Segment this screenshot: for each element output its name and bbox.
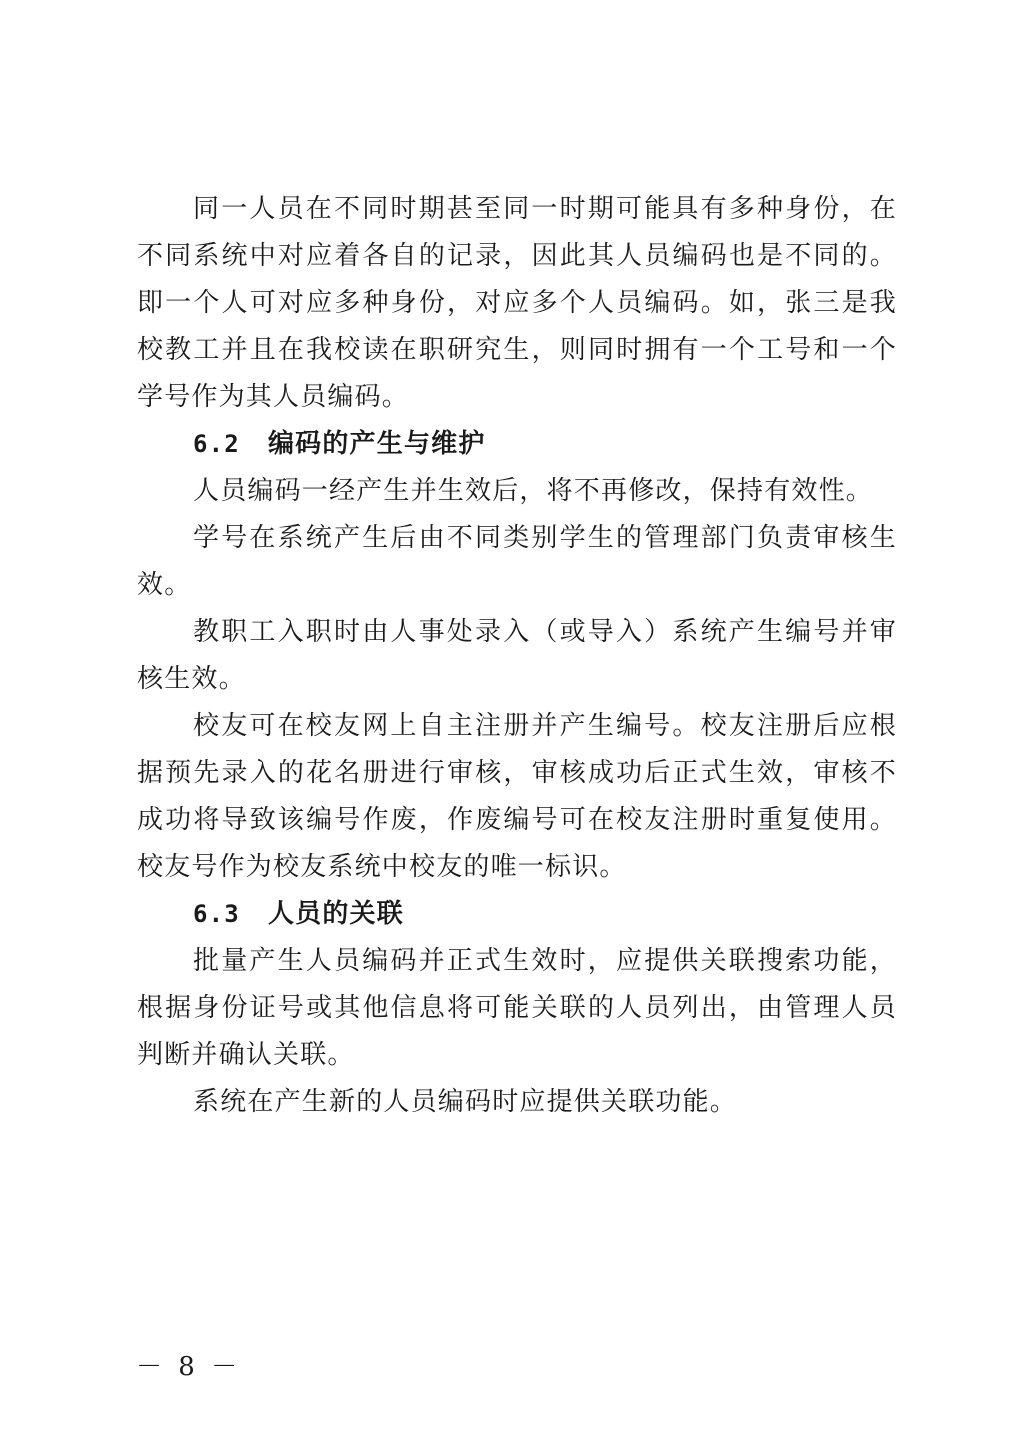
paragraph-new-code-association: 系统在产生新的人员编码时应提供关联功能。 [193,1087,738,1117]
paragraph-batch-association: 批量产生人员编码并正式生效时，应提供关联搜索功能，根据身份证号或其他信息将可能关联的人员列出，由管理人员判断并确认关联。 [137,946,897,1070]
section-title: 编码的产生与维护 [267,429,486,459]
page-number: － 8 － [136,1352,242,1382]
document-body [137,186,897,1126]
section-title: 人员的关联 [267,899,404,929]
section-heading-6-2 [137,421,897,468]
section-number: 6.2 [193,430,240,458]
paragraph-code-permanence: 人员编码一经产生并生效后，将不再修改，保持有效性。 [193,476,874,506]
section-number: 6.3 [193,900,240,928]
paragraph-staff-id: 教职工入职时由人事处录入（或导入）系统产生编号并审核生效。 [137,617,897,694]
paragraph-alumni-id: 校友可在校友网上自主注册并产生编号。校友注册后应根据预先录入的花名册进行审核，审核成功后正式生效，审核不成功将导致该编号作废，作废编号可在校友注册时重复使用。校友号作为校友系统中校友的唯一标识。 [137,711,897,882]
paragraph-student-id: 学号在系统产生后由不同类别学生的管理部门负责审核生效。 [137,523,897,600]
paragraph-identity-intro: 同一人员在不同时期甚至同一时期可能具有多种身份，在不同系统中对应着各自的记录，因此其人员编码也是不同的。即一个人可对应多种身份，对应多个人员编码。如，张三是我校教工并且在我校读在职研究生，则同时拥有一个工号和一个学号作为其人员编码。 [137,194,897,412]
section-heading-6-3 [137,891,897,938]
